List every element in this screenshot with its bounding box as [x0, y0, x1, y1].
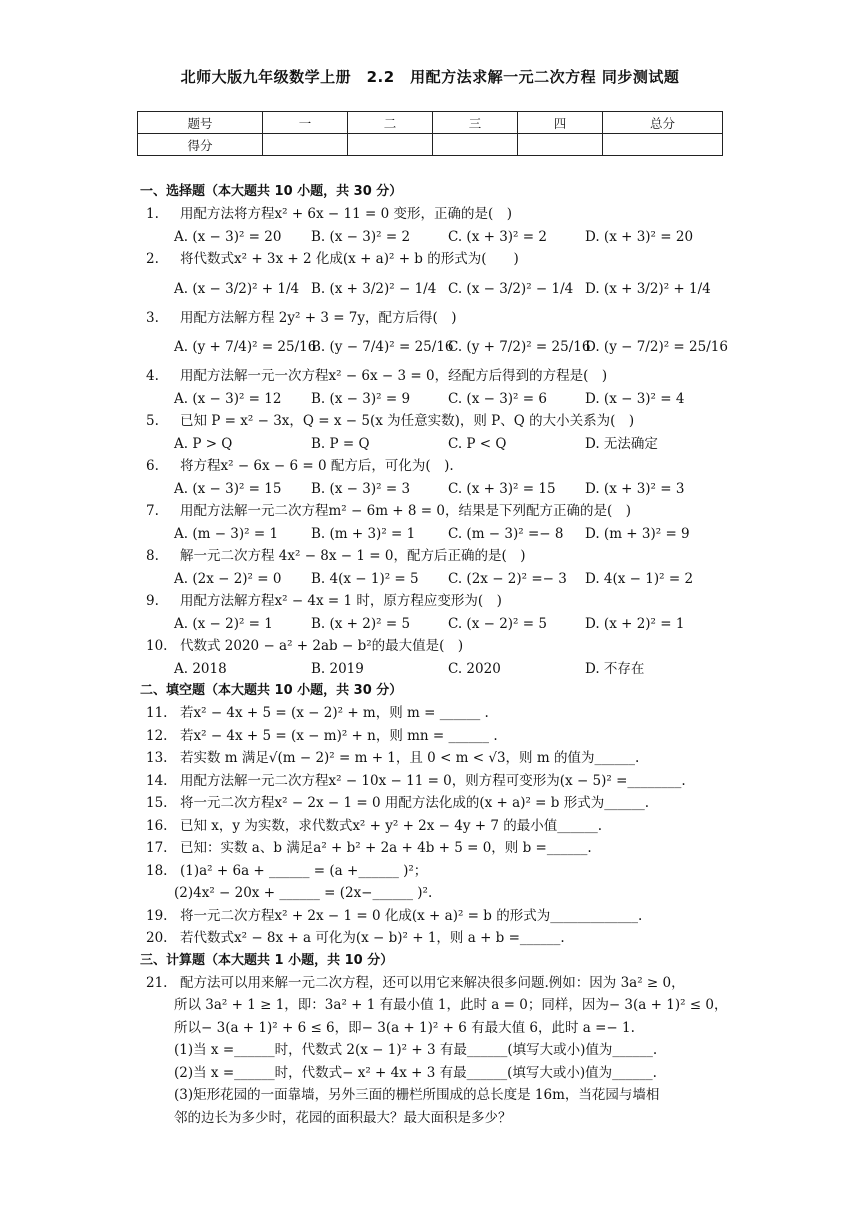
question-text: 若实数 m 满足√(m − 2)² = m + 1，且 0 < m < √3，则 m 的值为______. — [180, 750, 640, 766]
question-1 — [140, 203, 730, 226]
question-11 — [140, 702, 730, 725]
question-text: 已知 P = x² − 3x，Q = x − 5(x 为任意实数)，则 P、Q 的大小关系为( ) — [180, 413, 635, 429]
question-number: 5. — [146, 413, 159, 429]
section-heading-calc: 三、计算题（本大题共 1 小题，共 10 分） — [140, 952, 394, 968]
option-b[interactable]: B. (x − 3)² = 9 — [311, 390, 411, 407]
question-number: 20. — [146, 930, 168, 946]
question-16 — [140, 815, 730, 838]
options-row — [140, 658, 730, 681]
question-number: 11. — [146, 705, 168, 721]
question-text: 用配方法解一元二次方程m² − 6m + 8 = 0，结果是下列配方正确的是( ) — [180, 503, 631, 519]
option-a[interactable]: A. (y + 7/4)² = 25/16 — [174, 339, 317, 355]
option-c[interactable]: C. (x + 3)² = 2 — [448, 228, 547, 245]
option-b[interactable]: B. (x − 3)² = 2 — [311, 228, 411, 245]
option-c[interactable]: C. P < Q — [448, 435, 507, 452]
option-d[interactable]: D. 无法确定 — [585, 435, 658, 452]
score-table-header-row — [138, 112, 723, 134]
option-b[interactable]: B. (x + 3/2)² − 1/4 — [311, 280, 437, 297]
question-number: 9. — [146, 593, 159, 609]
option-a[interactable]: A. (x − 3)² = 20 — [174, 228, 282, 245]
options-row — [140, 388, 730, 411]
option-a[interactable]: A. P > Q — [174, 435, 233, 452]
option-d[interactable]: D. 不存在 — [585, 660, 645, 677]
option-a[interactable]: A. (x − 3/2)² + 1/4 — [174, 280, 300, 297]
option-c[interactable]: C. (m − 3)² =− 8 — [448, 525, 564, 542]
option-a[interactable]: A. (x − 3)² = 12 — [174, 390, 282, 407]
options-row — [140, 329, 730, 365]
option-d[interactable]: D. (y − 7/2)² = 25/16 — [585, 339, 728, 355]
question-15 — [140, 792, 730, 815]
option-b[interactable]: B. (x + 2)² = 5 — [311, 615, 411, 632]
question-number: 17. — [146, 840, 168, 856]
question-19 — [140, 905, 730, 928]
question-text: 将代数式x² + 3x + 2 化成(x + a)² + b 的形式为( ) — [180, 251, 519, 267]
question-7 — [140, 500, 730, 523]
question-number: 18. — [146, 862, 168, 879]
question-4 — [140, 365, 730, 388]
question-text: 用配方法解一元二次方程x² − 10x − 11 = 0，则方程可变形为(x − 5)² =________. — [180, 772, 686, 789]
option-d[interactable]: D. (x + 3)² = 3 — [585, 480, 685, 497]
question-number: 21. — [146, 974, 168, 991]
option-d[interactable]: D. (x + 3/2)² + 1/4 — [585, 280, 711, 297]
question-18 — [140, 860, 730, 883]
option-b[interactable]: B. P = Q — [311, 435, 370, 452]
score-header-cell: 一 — [263, 112, 348, 134]
score-cell[interactable] — [348, 134, 433, 156]
question-number: 7. — [146, 503, 159, 519]
option-c[interactable]: C. (x − 3)² = 6 — [448, 390, 547, 407]
option-b[interactable]: B. (m + 3)² = 1 — [311, 525, 416, 542]
question-21 — [140, 972, 730, 995]
score-header-cell: 总分 — [603, 112, 723, 134]
question-number: 3. — [146, 309, 159, 326]
question-text: 若代数式x² − 8x + a 可化为(x − b)² + 1，则 a + b =______. — [180, 930, 565, 946]
question-text: 将一元二次方程x² + 2x − 1 = 0 化成(x + a)² = b 的形式为_____________. — [180, 907, 643, 924]
question-number: 16. — [146, 817, 168, 834]
question-number: 8. — [146, 548, 159, 564]
question-continuation: (3)矩形花园的一面靠墙，另外三面的栅栏所围成的总长度是 16m，当花园与墙相 — [174, 1087, 660, 1103]
options-row — [140, 568, 730, 591]
question-17 — [140, 837, 730, 860]
question-number: 6. — [146, 458, 159, 474]
option-b[interactable]: B. (x − 3)² = 3 — [311, 480, 411, 497]
options-row — [140, 478, 730, 501]
option-c[interactable]: C. (2x − 2)² =− 3 — [448, 570, 567, 587]
score-table-score-row — [138, 134, 723, 156]
question-text: 代数式 2020 − a² + 2ab − b²的最大值是( ) — [180, 638, 464, 654]
question-text: 用配方法将方程x² + 6x − 11 = 0 变形，正确的是( ) — [180, 206, 513, 222]
question-2 — [140, 248, 730, 271]
question-number: 15. — [146, 795, 168, 811]
question-3 — [140, 307, 730, 330]
question-text: 已知 x，y 为实数，求代数式x² + y² + 2x − 4y + 7 的最小值______. — [180, 817, 603, 834]
question-text: 用配方法解一元一次方程x² − 6x − 3 = 0，经配方后得到的方程是( ) — [180, 368, 608, 384]
score-cell[interactable] — [263, 134, 348, 156]
option-d[interactable]: D. (m + 3)² = 9 — [585, 525, 690, 542]
question-number: 4. — [146, 368, 159, 384]
question-text: 用配方法解方程x² − 4x = 1 时，原方程应变形为( ) — [180, 593, 502, 609]
option-c[interactable]: C. (x + 3)² = 15 — [448, 480, 556, 497]
question-text: (1)a² + 6a + ______ = (a +______ )²； — [180, 862, 428, 879]
option-d[interactable]: D. (x − 3)² = 4 — [585, 390, 685, 407]
section-heading-choice: 一、选择题（本大题共 10 小题，共 30 分） — [140, 184, 403, 199]
question-number: 13. — [146, 750, 168, 766]
question-continuation: (2)4x² − 20x + ______ = (2x−______ )². — [174, 885, 433, 901]
score-cell[interactable] — [603, 134, 723, 156]
options-row — [140, 433, 730, 456]
option-b[interactable]: B. (y − 7/4)² = 25/16 — [311, 339, 454, 355]
option-c[interactable]: C. (y + 7/2)² = 25/16 — [448, 339, 591, 355]
question-number: 12. — [146, 727, 168, 744]
option-a[interactable]: A. 2018 — [174, 660, 227, 677]
question-text: 将一元二次方程x² − 2x − 1 = 0 用配方法化成的(x + a)² = b 形式为______. — [180, 795, 649, 811]
question-text: 将方程x² − 6x − 6 = 0 配方后，可化为( ). — [180, 458, 454, 474]
score-table — [137, 111, 723, 156]
question-continuation: 邻的边长为多少时，花园的面积最大？最大面积是多少？ — [174, 1109, 512, 1126]
question-9 — [140, 590, 730, 613]
option-d[interactable]: D. 4(x − 1)² = 2 — [585, 570, 694, 587]
question-number: 2. — [146, 251, 159, 267]
question-12 — [140, 725, 730, 748]
options-row — [140, 226, 730, 249]
question-text: 配方法可以用来解一元二次方程，还可以用它来解决很多问题.例如：因为 3a² ≥ 0， — [180, 974, 685, 991]
page-title: 北师大版九年级数学上册 2.2 用配方法求解一元二次方程 同步测试题 — [180, 68, 680, 86]
option-c[interactable]: C. (x − 3/2)² − 1/4 — [448, 280, 574, 297]
question-text: 若x² − 4x + 5 = (x − m)² + n，则 mn = ______ . — [180, 727, 498, 744]
section-heading-fill: 二、填空题（本大题共 10 小题，共 30 分） — [140, 683, 403, 698]
option-b[interactable]: B. 4(x − 1)² = 5 — [311, 570, 419, 587]
question-number: 14. — [146, 772, 168, 789]
option-c[interactable]: C. (x − 2)² = 5 — [448, 615, 547, 632]
score-header-cell: 二 — [348, 112, 433, 134]
question-number: 10. — [146, 638, 168, 654]
option-b[interactable]: B. 2019 — [311, 660, 364, 677]
option-a[interactable]: A. (2x − 2)² = 0 — [174, 570, 282, 587]
question-text: 解一元二次方程 4x² − 8x − 1 = 0，配方后正确的是( ) — [180, 548, 526, 564]
question-6 — [140, 455, 730, 478]
score-header-cell: 三 — [433, 112, 518, 134]
question-14 — [140, 770, 730, 793]
score-row-label: 得分 — [138, 134, 263, 156]
question-continuation: (2)当 x =______时，代数式− x² + 4x + 3 有最______(填写大或小)值为______. — [174, 1064, 657, 1081]
question-8 — [140, 545, 730, 568]
score-cell[interactable] — [433, 134, 518, 156]
question-number: 1. — [146, 206, 159, 222]
option-d[interactable]: D. (x + 3)² = 20 — [585, 228, 694, 245]
question-text: 若x² − 4x + 5 = (x − 2)² + m，则 m = ______ . — [180, 705, 489, 721]
options-row — [140, 523, 730, 546]
options-row — [140, 271, 730, 307]
question-continuation: (1)当 x =______时，代数式 2(x − 1)² + 3 有最______(填写大或小)值为______. — [174, 1042, 658, 1058]
question-continuation: 所以− 3(a + 1)² + 6 ≤ 6，即− 3(a + 1)² + 6 有最大值 6，此时 a =− 1. — [174, 1019, 635, 1036]
question-20 — [140, 927, 730, 950]
score-header-cell: 四 — [518, 112, 603, 134]
question-text: 用配方法解方程 2y² + 3 = 7y，配方后得( ) — [180, 309, 457, 326]
option-a[interactable]: A. (x − 3)² = 15 — [174, 480, 282, 497]
option-a[interactable]: A. (x − 2)² = 1 — [174, 615, 273, 632]
option-a[interactable]: A. (m − 3)² = 1 — [174, 525, 279, 542]
options-row — [140, 613, 730, 636]
option-d[interactable]: D. (x + 2)² = 1 — [585, 615, 685, 632]
question-5 — [140, 410, 730, 433]
question-number: 19. — [146, 907, 168, 924]
question-continuation: 所以 3a² + 1 ≥ 1，即：3a² + 1 有最小值 1，此时 a = 0；同样，因为− 3(a + 1)² ≤ 0， — [174, 997, 728, 1013]
question-10 — [140, 635, 730, 658]
question-13 — [140, 747, 730, 770]
option-c[interactable]: C. 2020 — [448, 660, 501, 677]
score-cell[interactable] — [518, 134, 603, 156]
question-content — [140, 181, 730, 1129]
score-header-cell: 题号 — [138, 112, 263, 134]
question-text: 已知：实数 a、b 满足a² + b² + 2a + 4b + 5 = 0，则 b =______. — [180, 840, 592, 856]
